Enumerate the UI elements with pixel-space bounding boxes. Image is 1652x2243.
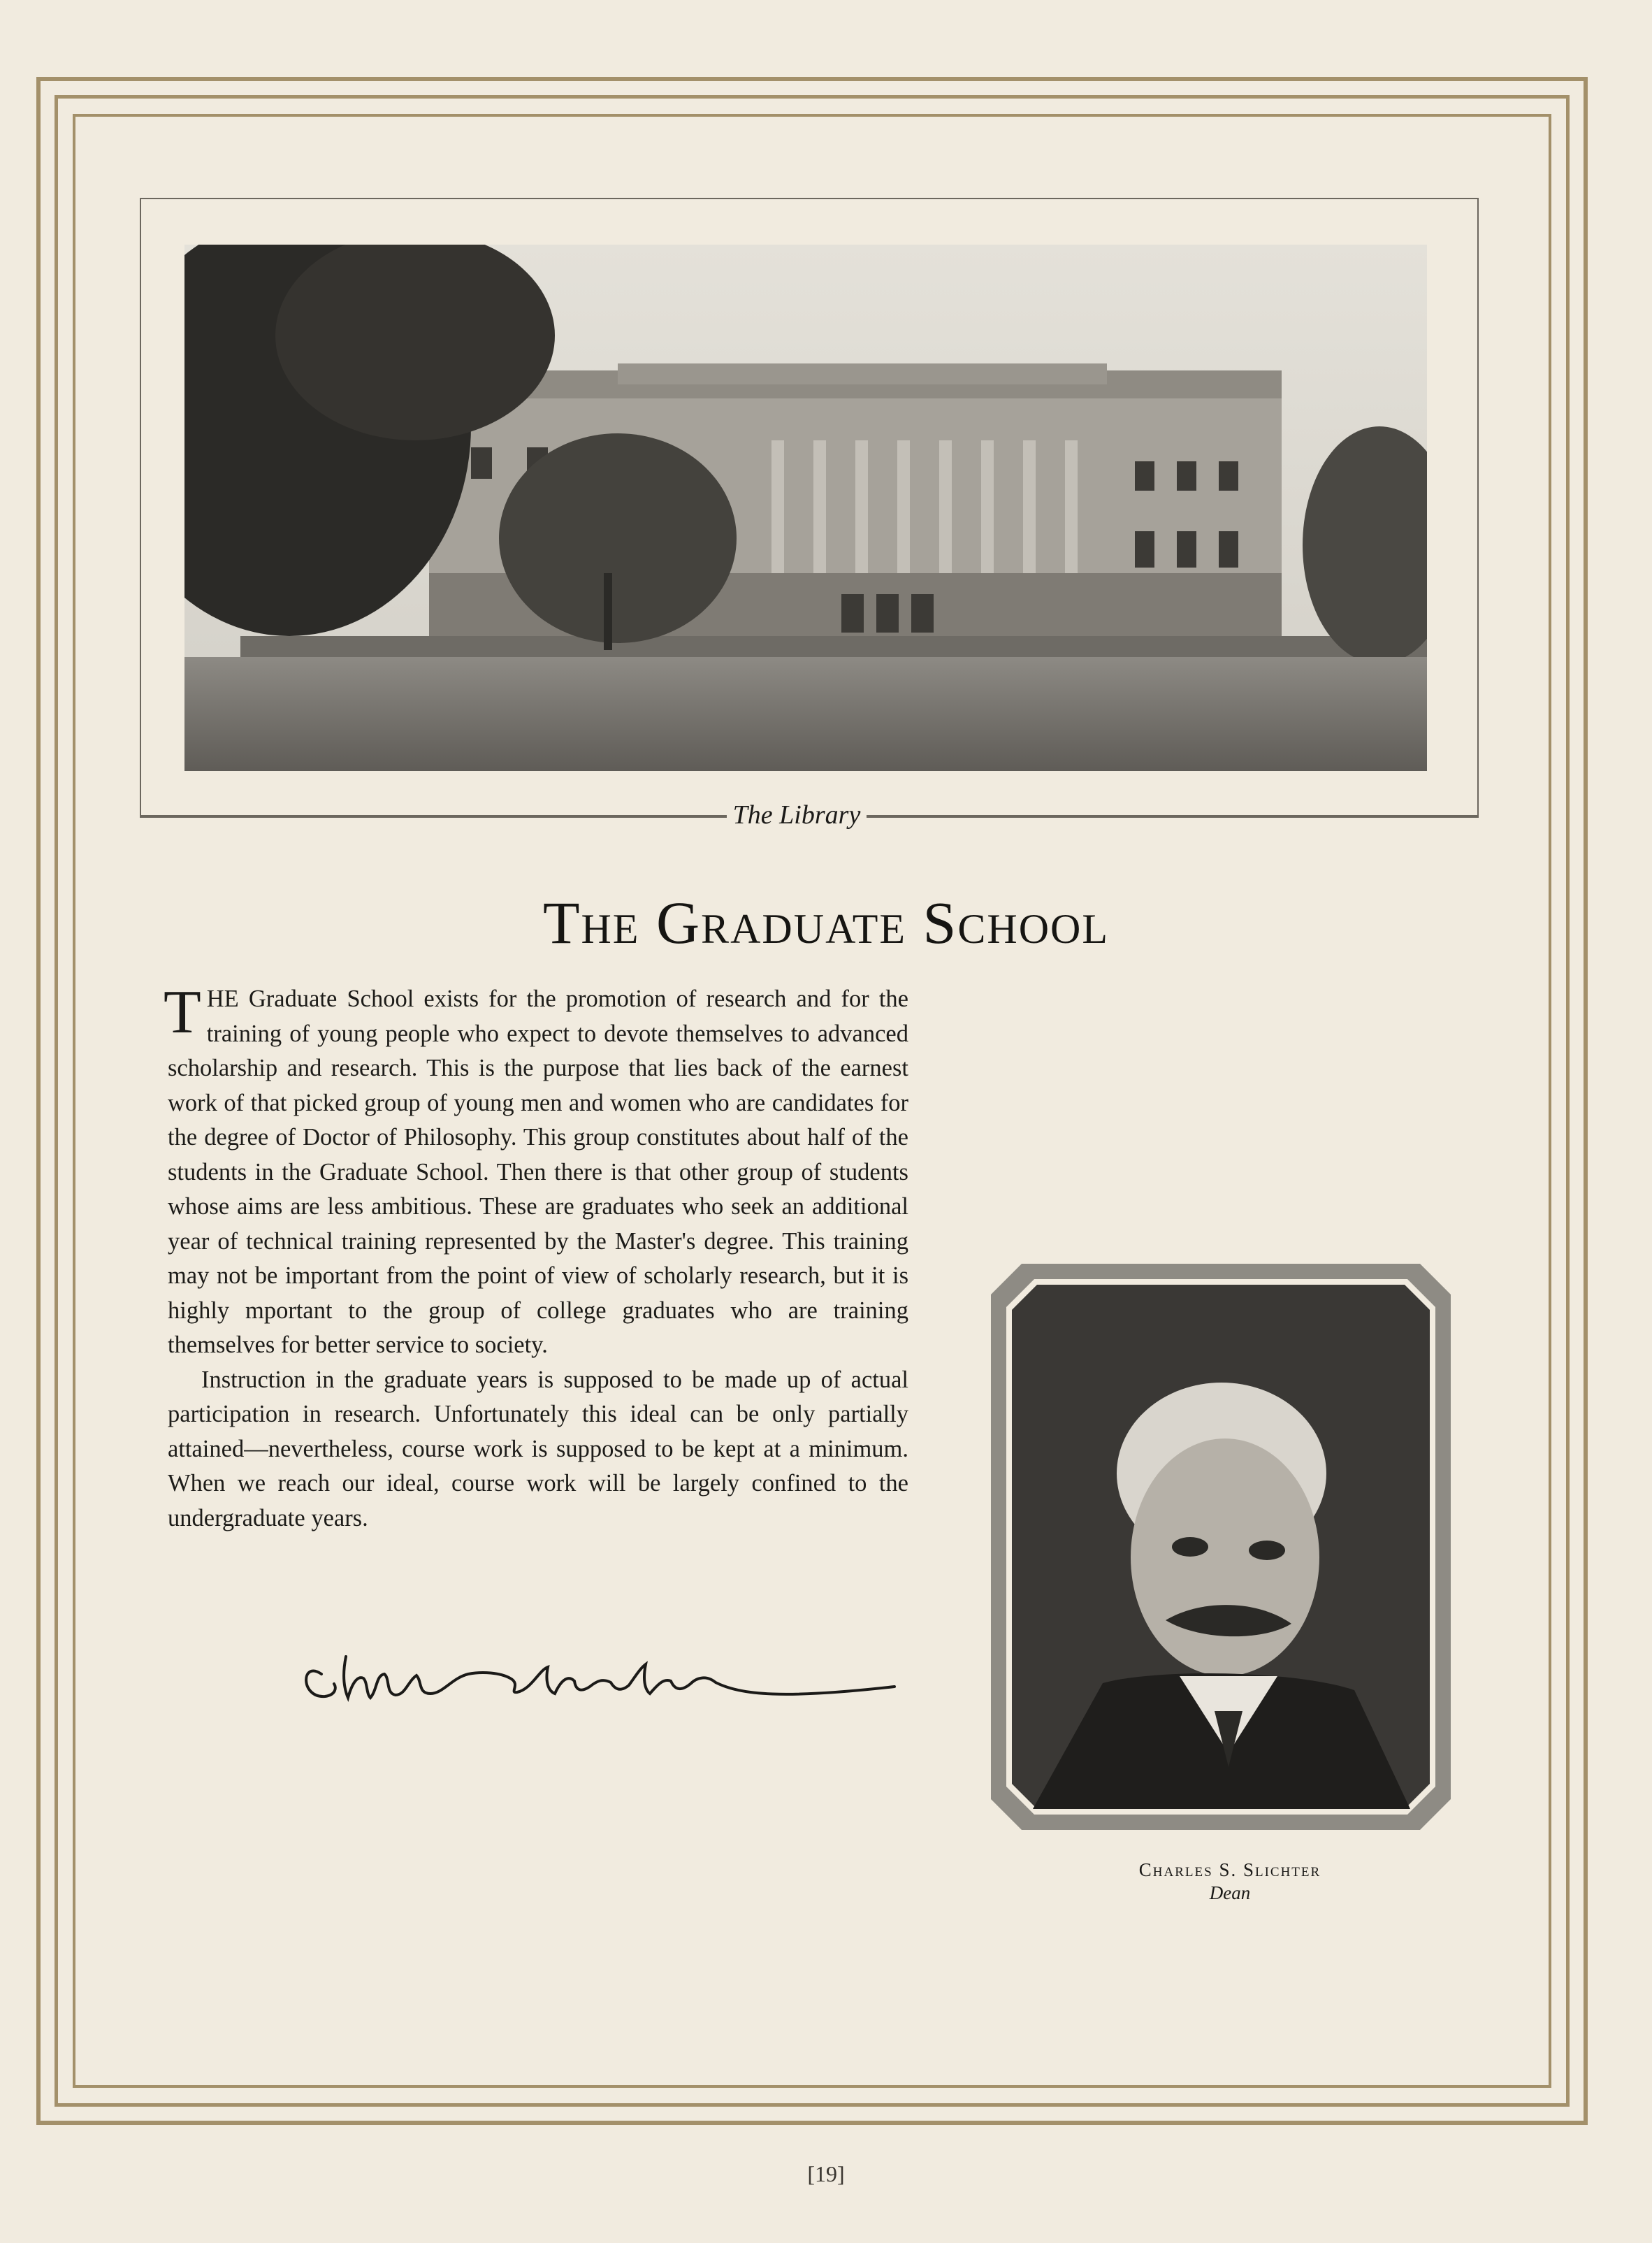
article-body [164, 979, 908, 1536]
caption-rule-right [867, 816, 1479, 818]
page-title: The Graduate School [542, 889, 1110, 956]
portrait-caption [1020, 1859, 1440, 1904]
paragraph-1 [164, 979, 908, 1363]
paragraph-1-text: HE Graduate School exists for the promotion of research and for the training of young people who expect to devote themselves to advanced scholarship and research. This is the purpose that lies back of the earnest work of that picked group of young men and women who are candidates for the degree of Doctor of Philosophy. This group constitutes about half of the students in the Graduate School. Then there is that other group of students whose aims are less ambitious. These are graduates who seek an additional year of technical training represented by the Master's degree. This training may not be important from the point of view of scholarly research, but it is highly mportant to the group of college graduates who are training themselves for better service to society. [168, 986, 908, 1358]
photo-caption: The Library [727, 800, 867, 830]
dean-name: Charles S. Slichter [1138, 1859, 1321, 1880]
library-photo [184, 245, 1427, 771]
drop-cap: T [164, 979, 201, 1046]
dean-title: Dean [1209, 1882, 1251, 1903]
page-number: [19] [807, 2161, 845, 2186]
dean-signature [294, 1632, 908, 1716]
dean-portrait [991, 1264, 1451, 1830]
caption-rule-left [140, 816, 727, 818]
paragraph-2: Instruction in the graduate years is supposed to be made up of actual participation in research. Unfortunately this ideal can be only partially attained—nevertheless, course work is supposed to be kept at a minimum. When we reach our ideal, course work will be largely confined to the undergraduate years. [168, 1366, 908, 1531]
